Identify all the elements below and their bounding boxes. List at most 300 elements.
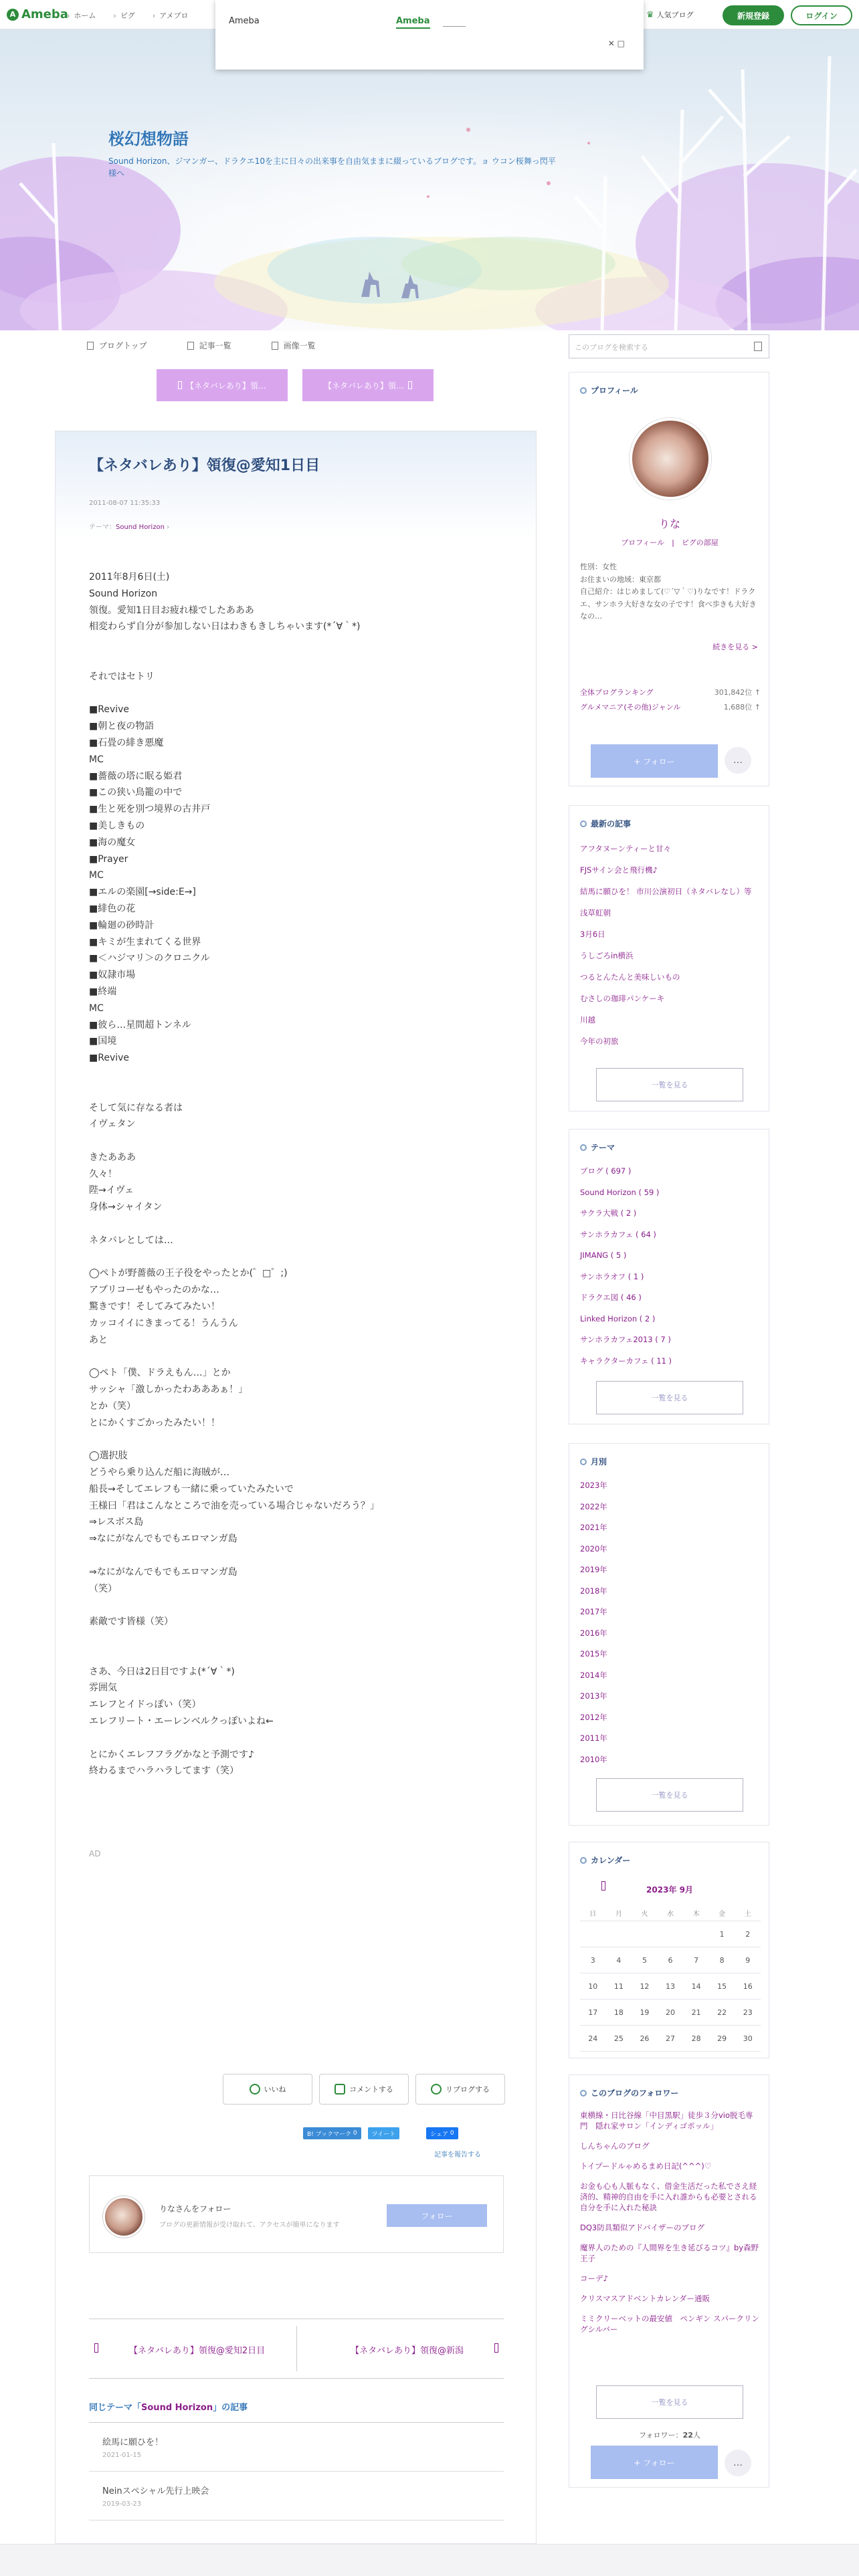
popup-tab[interactable]: Ameba (396, 16, 430, 29)
page-icon (87, 342, 94, 350)
overall-ranking[interactable] (580, 687, 761, 697)
body-line (89, 1647, 490, 1664)
latest-heading-label: 最新の記事 (591, 819, 632, 829)
body-line: ■エルの楽園[→side:E→] (89, 887, 196, 898)
calendar-grid (580, 1905, 761, 2052)
body-line: ◯選択肢 (89, 1451, 128, 1462)
reblog-icon (431, 2084, 442, 2095)
body-line: 2011年8月6日(土) (89, 572, 170, 582)
rank1-value: 301,842位 ↑ (714, 688, 761, 697)
body-line: 終わるまでハラハラしてます（笑） (89, 1765, 239, 1777)
divider (296, 2326, 297, 2371)
article (55, 431, 537, 2544)
follower-count-value: 22 (682, 2431, 693, 2440)
rank1-label: 全体ブログランキング (580, 688, 654, 697)
search-placeholder: このブログを検索する (575, 343, 648, 352)
body-line (89, 1730, 490, 1747)
body-line: ■奴隷市場 (89, 970, 136, 981)
calendar-weekday: 木 (692, 1911, 700, 1918)
theme-link[interactable]: JIMANG ( 5 ) (580, 1251, 627, 1260)
calendar-weekday: 水 (667, 1911, 674, 1918)
latest-entry-link[interactable]: アフタヌーンティーと甘々 (580, 844, 672, 853)
latest-entry-link[interactable]: 川越 (580, 1015, 595, 1025)
calendar-day: 8 (719, 1955, 725, 1965)
body-line: ■生と死を別つ境界の古井戸 (89, 804, 211, 815)
calendar-day: 23 (743, 2008, 753, 2017)
follower-count (569, 2430, 770, 2440)
body-line: ■緋色の花 (89, 903, 136, 914)
body-line: ■国境 (89, 1036, 117, 1047)
sidebar-follow-button[interactable]: + フォロー (591, 744, 718, 778)
report-link[interactable] (434, 2149, 481, 2159)
body-line (89, 1597, 490, 1614)
calendar-weekday: 火 (641, 1911, 648, 1918)
latest-entry-link[interactable]: うしごろin横浜 (580, 951, 634, 960)
latest-entry-link[interactable]: むさしの珈琲パンケーキ (580, 994, 665, 1003)
calendar-day: 17 (588, 2008, 598, 2017)
profile-intro: 自己紹介：はじめまして(♡´▽｀♡)りなです！ドラクエ、サンホラ大好きな女の子です！食べ歩きも大好きなの… (580, 587, 757, 621)
comment-label: コメントする (349, 2085, 393, 2094)
same-theme-suffix: 」の記事 (213, 2403, 248, 2413)
body-line (89, 1630, 490, 1647)
body-line: 雰囲気 (89, 1683, 117, 1694)
body-line: どうやら乗り込んだ船に海賊が… (89, 1467, 229, 1479)
body-line (89, 635, 490, 652)
popup-brand: Ameba (229, 16, 260, 26)
body-line: ■彼ら…星間超トンネル (89, 1019, 191, 1031)
follow-card-title: りなさんをフォロー (159, 2204, 231, 2214)
calendar-day: 27 (666, 2034, 676, 2043)
theme-label: テーマ： (89, 524, 116, 531)
article-theme: テーマ：Sound Horizon › (89, 524, 170, 531)
reblog-button[interactable] (415, 2074, 505, 2105)
latest-list (580, 843, 761, 1057)
calendar-day: 28 (691, 2034, 701, 2043)
calendar-day: 30 (743, 2034, 753, 2043)
body-line: とにかくすごかったみたい！！ (89, 1417, 220, 1428)
genre-ranking[interactable] (580, 702, 761, 712)
same-theme-item-date: 2021-01-15 (102, 2452, 142, 2459)
latest-heading (580, 818, 631, 829)
popular-label: 人気ブログ (656, 11, 694, 19)
blog-nav (87, 340, 316, 351)
like-button[interactable] (223, 2074, 312, 2105)
facebook-label: シェア (430, 2131, 449, 2138)
login-button[interactable]: ログイン (791, 5, 852, 25)
body-line: エレフリート・エーレンベルクっぽいよね← (89, 1715, 274, 1727)
nav-image-list[interactable] (272, 340, 316, 351)
logo-text: Ameba (21, 7, 68, 21)
body-line: きたあああ (89, 1152, 136, 1163)
sidebar-follow-button[interactable]: + フォロー (591, 2446, 718, 2479)
blog-description: Sound Horizon、ジマンガー、ドラクエ10を主に日々の出来事を自由気ままに綴っているブログです。ョ ウコン桜舞っ閃平様へ (108, 156, 556, 178)
body-line (89, 1431, 490, 1448)
blog-search-input[interactable] (569, 334, 769, 358)
monthly-heading-label: 月別 (591, 1457, 607, 1467)
follower-blog-link[interactable]: しんちゃんのブログ (580, 2141, 650, 2151)
body-line: ⇒レスボス島 (89, 1517, 144, 1528)
followers-heading (580, 2087, 678, 2099)
body-line: MC (89, 870, 104, 881)
body-line (89, 1547, 490, 1564)
body-line: そして気に存なる者は (89, 1102, 183, 1113)
follower-blog-link[interactable]: ミミクリーベットの最安値 ペンギン スパークリングシルバー (580, 2314, 760, 2334)
calendar-day: 12 (640, 1981, 650, 1991)
nav-entry-list-label: 記事一覧 (199, 341, 231, 350)
calendar-day: 29 (717, 2034, 727, 2043)
calendar-day: 6 (668, 1955, 673, 1965)
same-theme-item-date: 2019-03-23 (102, 2500, 142, 2508)
calendar-week-row (580, 2026, 761, 2052)
popup-search-input[interactable] (443, 17, 466, 27)
calendar-week-row (580, 1947, 761, 1973)
calendar-box (569, 1842, 769, 2058)
body-line: 陛→イヴェ (89, 1185, 134, 1196)
tweet-label: ツイート (371, 2131, 396, 2138)
calendar-day: 26 (640, 2034, 650, 2043)
theme-link[interactable]: キャラクターカフェ ( 11 ) (580, 1356, 672, 1366)
latest-entries-box (569, 805, 769, 1111)
author-avatar[interactable] (103, 2196, 145, 2238)
body-line: ■＜ハジマリ＞のクロニクル (89, 953, 210, 964)
calendar-icon (580, 1857, 587, 1864)
nav-image-list-label: 画像一覧 (283, 341, 316, 350)
image-icon (272, 342, 278, 350)
follower-blog-link[interactable]: 魔界人のための『人間界を生き延びるコツ』by森野王子 (580, 2243, 759, 2263)
month-link[interactable]: 2017年 (580, 1607, 607, 1616)
follower-blog-link[interactable]: お金も心も人脈もなく、借金生活だった私でさえ経済的、精神的自由を手に入れ誰からも必要とされる自分を手に入れた秘訣 (580, 2181, 757, 2212)
followers-list (580, 2110, 761, 2344)
themes-heading (580, 1142, 615, 1153)
month-link[interactable]: 2021年 (580, 1523, 607, 1532)
nav-ameblo[interactable]: › アメブロ (153, 10, 189, 21)
theme-link[interactable]: Linked Horizon ( 2 ) (580, 1313, 656, 1323)
body-line: とにかくエレフフラグかなと予測です♪ (89, 1749, 254, 1760)
body-line: 身体→シャイタン (89, 1202, 163, 1213)
theme-link[interactable]: サクラ大戦 ( 2 ) (580, 1208, 637, 1218)
body-line: それではセトリ (89, 671, 155, 682)
calendar-day: 24 (588, 2034, 598, 2043)
month-link[interactable]: 2014年 (580, 1670, 607, 1680)
chevron-right-icon (408, 381, 412, 389)
follower-blog-link[interactable]: コーデ♪ (580, 2274, 608, 2283)
body-line: 素敵です皆様（笑） (89, 1616, 173, 1628)
body-line: 王様曰「君はこんなところで油を売っている場合じゃないだろう？」 (89, 1500, 379, 1511)
hatena-count: 0 (353, 2130, 357, 2137)
body-line: ◯ペトが野薔薇の王子役をやったとか(゜□゜;) (89, 1268, 288, 1279)
body-line: ■輪廻の砂時計 (89, 920, 155, 931)
share-buttons (303, 2127, 458, 2139)
blog-title[interactable]: 桜幻想物語 (108, 130, 189, 148)
latest-more-button[interactable]: 一覧を見る (596, 1068, 743, 1101)
body-line (89, 1133, 490, 1150)
calendar-day: 16 (743, 1981, 753, 1991)
follower-blog-link[interactable]: 東横線・日比谷線「中目黒駅」徒歩３分vio脱毛専門 隠れ家サロン「インディゴポッル」 (580, 2111, 753, 2131)
body-line: Sound Horizon (89, 588, 158, 599)
chevron-left-icon (94, 2343, 98, 2353)
calendar-day: 11 (613, 1981, 624, 1991)
facebook-count: 0 (450, 2130, 454, 2137)
calendar-weekday: 日 (589, 1911, 597, 1918)
comment-button[interactable] (319, 2074, 409, 2105)
calendar-day: 5 (642, 1955, 647, 1965)
profile-gender: 性別：女性 (580, 562, 617, 571)
reaction-buttons (223, 2074, 505, 2105)
themes-box (569, 1129, 769, 1424)
same-theme-prefix: 同じテーマ「 (89, 2403, 142, 2413)
same-theme-name[interactable]: Sound Horizon (141, 2403, 213, 2413)
followers-more-button[interactable]: 一覧を見る (596, 2385, 743, 2419)
follower-count-label: フォロワー： (639, 2431, 683, 2440)
blog-header-image (0, 29, 859, 330)
theme-link[interactable]: サンホラオフ ( 1 ) (580, 1271, 644, 1281)
calendar-weekday: 月 (615, 1911, 622, 1918)
follow-card-subtitle: ブログの更新情報が受け取れて、アクセスが簡単になります (159, 2222, 340, 2229)
pick-entry-1-label: 【ネタバレあり】領… (186, 381, 266, 391)
month-link[interactable]: 2015年 (580, 1649, 607, 1658)
latest-icon (580, 821, 587, 827)
article-title[interactable]: 【ネタバレあり】領復@愛知1日目 (89, 457, 320, 474)
body-line: とか（笑） (89, 1400, 136, 1412)
body-line: ◯ペト「僕、ドラえもん…」とか (89, 1368, 231, 1379)
month-link[interactable]: 2022年 (580, 1501, 607, 1511)
follow-card (89, 2175, 504, 2253)
like-icon (250, 2084, 260, 2095)
month-link[interactable]: 2018年 (580, 1586, 607, 1596)
calendar-day: 2 (745, 1929, 751, 1939)
same-theme-entries (89, 2400, 504, 2520)
nav-home[interactable]: › ホーム (67, 10, 96, 21)
body-line: 領復。愛知1日目お疲れ様でしたあああ (89, 605, 254, 616)
pigg-room-link[interactable]: ピグの部屋 (681, 538, 719, 547)
global-nav (67, 10, 189, 21)
body-line (89, 1216, 490, 1232)
latest-entry-link[interactable]: 今年の初旅 (580, 1037, 619, 1046)
latest-entry-link[interactable]: 結馬に願ひを！ 市川公演初日（ネタバレなし）等 (580, 887, 752, 896)
month-link[interactable]: 2020年 (580, 1543, 607, 1553)
same-theme-heading (89, 2400, 504, 2423)
more-options-icon[interactable]: … (725, 747, 751, 774)
chevron-left-icon (178, 381, 182, 389)
calendar-weekday: 金 (719, 1911, 726, 1918)
body-line: 船長→そしてエレフも一緒に乗っていたみたいで (89, 1483, 294, 1495)
themes-heading-label: テーマ (591, 1143, 615, 1152)
follower-count-suffix: 人 (692, 2431, 700, 2440)
calendar-day: 25 (613, 2034, 624, 2043)
calendar-day: 7 (694, 1955, 699, 1965)
calendar-day: 21 (691, 2008, 701, 2017)
body-line: ■石畳の緋き悪魔 (89, 737, 164, 748)
hatena-bookmark-button[interactable] (303, 2127, 361, 2139)
calendar-day: 19 (640, 2008, 650, 2017)
body-line: ⇒なにがなんでもでもエロマンガ島 (89, 1566, 237, 1578)
month-link[interactable]: 2016年 (580, 1628, 607, 1638)
body-line: エレフとイドっぽい（笑） (89, 1699, 201, 1711)
same-theme-item-title: Neinスペシャル先行上映会 (102, 2486, 209, 2496)
profile-name[interactable]: りな (658, 518, 680, 530)
pick-entry-2-label: 【ネタバレあり】領… (324, 381, 404, 391)
followers-box (569, 2074, 769, 2488)
calendar-icon (580, 1459, 587, 1465)
monthly-list (580, 1480, 761, 1775)
popup-close-icon[interactable]: ✕ □ (607, 39, 625, 48)
same-theme-item[interactable] (89, 2472, 504, 2520)
page-footer (0, 2544, 859, 2576)
popular-blog-link[interactable] (646, 9, 694, 20)
month-link[interactable]: 2012年 (580, 1712, 607, 1722)
latest-entry-link[interactable]: つるとんたんと美味しいもの (580, 972, 680, 982)
profile-heading-label: プロフィール (591, 386, 638, 395)
prev-entry-link[interactable]: 【ネタバレあり】領復@愛知2日目 (129, 2346, 266, 2356)
theme-link[interactable]: ドラクエ図 ( 46 ) (580, 1293, 642, 1302)
nav-blog-top[interactable] (87, 340, 147, 351)
theme-link[interactable]: ブログ ( 697 ) (580, 1166, 632, 1176)
rank2-label: グルメマニア(その他)ジャンル (580, 703, 681, 712)
body-line: ■薔薇の塔に眠る姫君 (89, 770, 183, 782)
comment-icon (335, 2084, 345, 2095)
body-line: ■美しきもの (89, 820, 145, 831)
follow-button[interactable]: フォロー (387, 2204, 487, 2227)
month-link[interactable]: 2019年 (580, 1565, 607, 1574)
tweet-button[interactable] (368, 2127, 400, 2139)
body-line: サッシャ「激しかったわあああぁ！」 (89, 1384, 248, 1396)
monthly-heading (580, 1456, 607, 1467)
body-line (89, 1067, 490, 1083)
theme-link[interactable]: サンホラカフェ ( 64 ) (580, 1229, 656, 1239)
register-button[interactable]: 新規登録 (723, 5, 784, 25)
list-icon (187, 342, 194, 350)
month-link[interactable]: 2023年 (580, 1481, 607, 1490)
calendar-heading (580, 1854, 630, 1866)
calendar-day: 13 (666, 1981, 676, 1991)
article-date: 2011-08-07 11:35:33 (89, 500, 161, 507)
body-line (89, 1249, 490, 1266)
latest-entry-link[interactable]: FJSサイン会と飛行機♪ (580, 865, 658, 875)
body-line: ■この狭い鳥籠の中で (89, 787, 183, 798)
profile-info (580, 561, 761, 623)
theme-link[interactable]: Sound Horizon (116, 524, 165, 531)
body-line: ■Revive (89, 1053, 130, 1064)
nav-entry-list[interactable] (187, 340, 231, 351)
prev-next-nav (89, 2319, 504, 2379)
calendar-week-row (580, 2000, 761, 2026)
search-popup (215, 0, 644, 70)
body-line: MC (89, 754, 104, 765)
followers-heading-label: このブログのフォロワー (591, 2088, 679, 2098)
body-line: ■朝と夜の物語 (89, 721, 155, 732)
theme-link[interactable]: Sound Horizon ( 59 ) (580, 1187, 660, 1197)
nav-pigg[interactable]: › ピグ (113, 10, 134, 21)
themes-more-button[interactable]: 一覧を見る (596, 1381, 743, 1414)
latest-entry-link[interactable]: 浅草虹朝 (580, 908, 611, 918)
body-line: ■キミが生まれてくる世界 (89, 936, 201, 948)
month-link[interactable]: 2010年 (580, 1754, 607, 1764)
report-label: 記事を報告する (434, 2151, 481, 2159)
body-line (89, 652, 490, 669)
calendar-heading-label: カレンダー (591, 1856, 631, 1865)
body-line: ■終端 (89, 986, 117, 997)
profile-avatar[interactable] (630, 418, 711, 500)
profile-more-link[interactable]: 続きを見る > (712, 643, 758, 651)
calendar-weekday: 土 (744, 1911, 751, 1918)
body-line: ■Revive (89, 704, 130, 716)
body-line: 久々！ (89, 1168, 117, 1180)
follower-blog-link[interactable]: DQ3防具類似アドバイザーのブログ (580, 2223, 704, 2232)
monthly-more-button[interactable]: 一覧を見る (596, 1778, 743, 1812)
reblog-label: リブログする (446, 2085, 490, 2094)
month-link[interactable]: 2011年 (580, 1733, 607, 1743)
calendar-day: 18 (613, 2008, 624, 2017)
search-icon[interactable] (754, 342, 762, 351)
theme-icon (580, 1144, 587, 1151)
body-line: ネタバレとしては… (89, 1235, 173, 1246)
pick-entry-1[interactable] (157, 369, 288, 401)
calendar-day: 10 (588, 1981, 598, 1991)
calendar-week-row (580, 1973, 761, 2000)
chevron-right-icon (494, 2343, 498, 2353)
body-line (89, 1348, 490, 1365)
same-theme-item[interactable] (89, 2423, 504, 2472)
calendar-day: 4 (616, 1955, 622, 1965)
calendar-day: 1 (719, 1929, 725, 1939)
body-line: カッコイイにきまってる！うんうん (89, 1317, 238, 1329)
latest-entry-link[interactable]: 3月6日 (580, 930, 605, 939)
profile-location: お住まいの地域：東京都 (580, 574, 661, 584)
profile-heading (580, 385, 638, 396)
followers-icon (580, 2090, 587, 2097)
profile-links: プロフィール | ピグの部屋 (621, 538, 719, 547)
crown-icon: ♛ (646, 9, 654, 20)
nav-blog-top-label: ブログトップ (99, 341, 147, 350)
calendar-day: 20 (666, 2008, 676, 2017)
body-line: ■海の魔女 (89, 837, 136, 848)
next-entry-link[interactable]: 【ネタバレあり】領復@新潟 (351, 2346, 464, 2356)
profile-link[interactable]: プロフィール (621, 538, 665, 547)
forest-illustration (0, 29, 859, 330)
themes-list (580, 1166, 761, 1376)
facebook-share-button[interactable] (426, 2127, 458, 2139)
body-line: MC (89, 1002, 104, 1014)
follower-blog-link[interactable]: クリスマスアドベントカレンダー通販 (580, 2294, 710, 2303)
calendar-day: 9 (745, 1955, 751, 1965)
calendar-day: 22 (717, 2008, 727, 2017)
hatena-label: B! ブックマーク (307, 2131, 352, 2138)
body-line: ■Prayer (89, 853, 128, 865)
ameba-logo-icon: A (7, 9, 19, 21)
profile-box (569, 372, 769, 786)
rank2-value: 1,688位 ↑ (723, 703, 761, 712)
body-line (89, 1083, 490, 1100)
calendar-day: 14 (691, 1981, 701, 1991)
body-line: さあ、今日は2日目ですよ(*´∀｀*) (89, 1666, 235, 1677)
calendar-day: 3 (590, 1955, 595, 1965)
calendar-month: 2023年 9月 (646, 1885, 693, 1895)
body-line: あと (89, 1334, 108, 1346)
more-options-icon[interactable]: … (725, 2450, 751, 2476)
body-line (89, 685, 490, 702)
follower-blog-link[interactable]: トイプードルゃめるまめ日記(^^^)♡ (580, 2161, 712, 2171)
body-line: アブリコーゼもやったのかな… (89, 1285, 219, 1296)
body-line: 相変わらず自分が参加しない日はわきもきしちゃいます(*´∀｀*) (89, 621, 361, 633)
month-link[interactable]: 2013年 (580, 1691, 607, 1701)
theme-link[interactable]: サンホラカフェ2013 ( 7 ) (580, 1335, 671, 1344)
pick-entry-2[interactable] (302, 369, 434, 401)
article-body (89, 569, 490, 1780)
monthly-box (569, 1443, 769, 1826)
calendar-weekday-row (580, 1905, 761, 1921)
body-line: 驚きです！そしてみてみたい！ (89, 1301, 220, 1313)
ameba-logo[interactable] (7, 7, 68, 21)
